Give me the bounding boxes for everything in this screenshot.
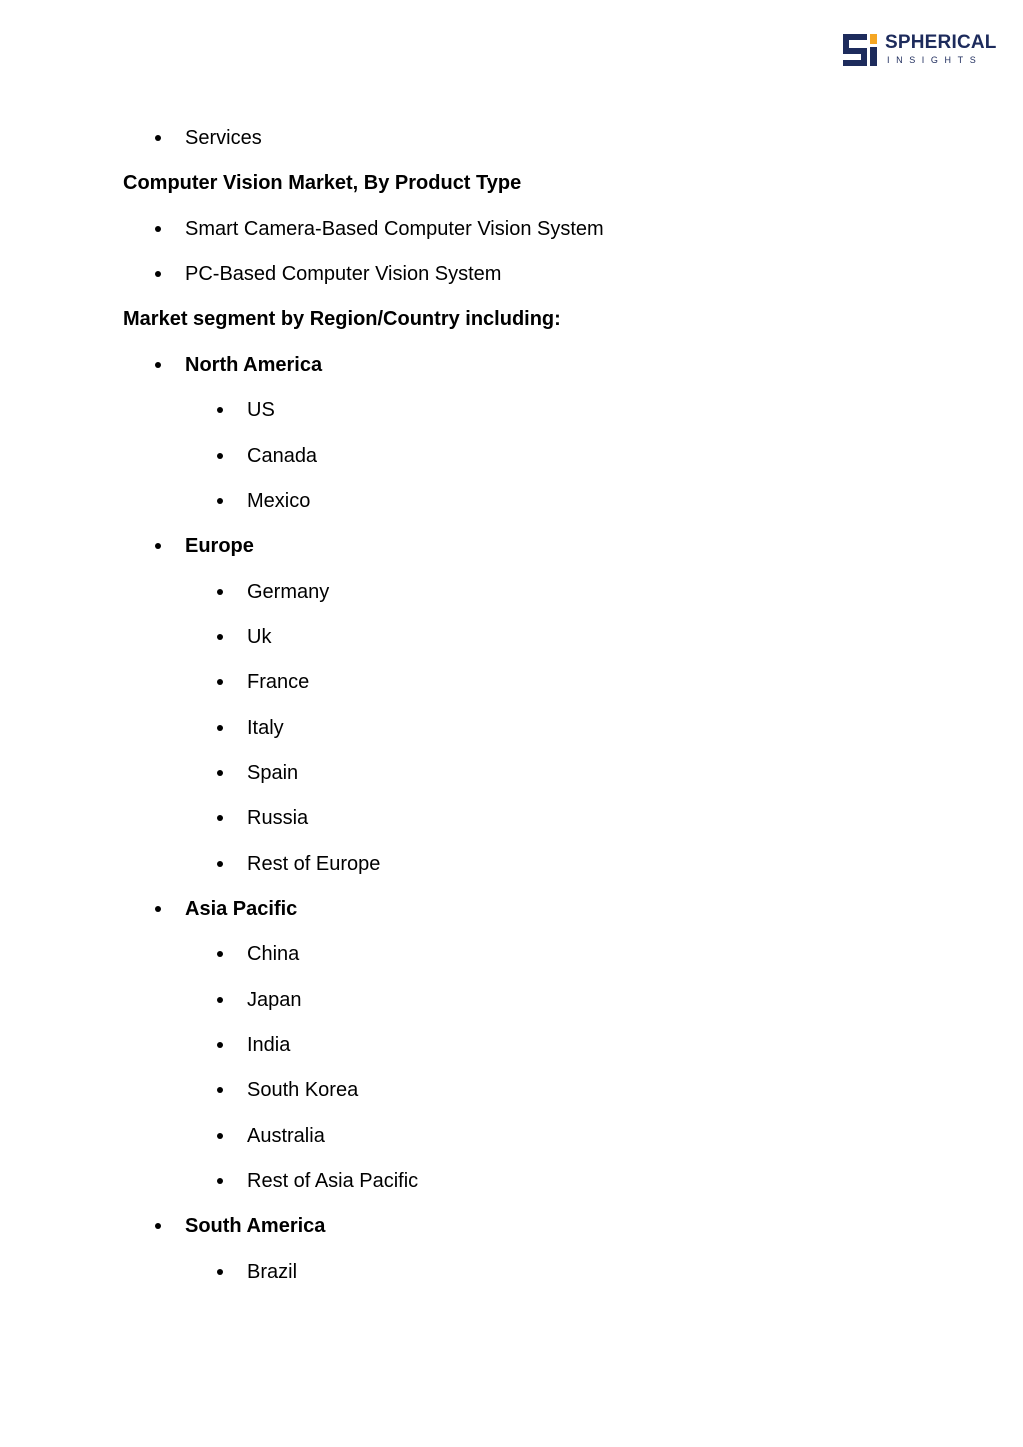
region-item: Europe [185,535,254,557]
region-item: Asia Pacific [185,898,298,920]
country-item: Germany [247,581,330,603]
section-heading: Market segment by Region/Country including: [123,308,561,330]
region-item: South America [185,1215,326,1237]
bullet-icon [217,725,223,731]
bullet-icon [217,997,223,1003]
bullet-icon [155,135,161,141]
bullet-icon [217,1042,223,1048]
bullet-icon [217,861,223,867]
country-item: China [247,943,300,965]
logo-wordmark: SPHERICAL [885,32,997,53]
bullet-icon [217,589,223,595]
country-item: Brazil [247,1261,298,1283]
bullet-icon [217,1133,223,1139]
list-item: PC-Based Computer Vision System [185,263,502,285]
country-item: Canada [247,445,318,467]
country-item: Rest of Europe [247,853,381,875]
bullet-icon [155,362,161,368]
country-item: South Korea [247,1079,359,1101]
bullet-icon [217,634,223,640]
bullet-icon [217,407,223,413]
bullet-icon [217,453,223,459]
bullet-icon [217,770,223,776]
country-item: Mexico [247,490,311,512]
logo [843,30,997,70]
bullet-icon [155,1223,161,1229]
country-item: India [247,1034,291,1056]
country-item: Italy [247,717,284,739]
country-item: Australia [247,1125,325,1147]
country-item: Uk [247,626,272,648]
bullet-icon [217,815,223,821]
country-item: US [247,399,275,421]
bullet-icon [155,226,161,232]
bullet-icon [155,271,161,277]
bullet-icon [217,1087,223,1093]
logo-subtitle: INSIGHTS [887,55,983,65]
region-item: North America [185,354,323,376]
country-item: Japan [247,989,302,1011]
country-item: Rest of Asia Pacific [247,1170,419,1192]
country-item: Spain [247,762,299,784]
country-item: France [247,671,310,693]
bullet-icon [155,543,161,549]
list-item: Services [185,127,262,149]
bullet-icon [155,906,161,912]
bullet-icon [217,498,223,504]
bullet-icon [217,1178,223,1184]
bullet-icon [217,679,223,685]
spherical-insights-logo-icon [843,34,877,66]
bullet-icon [217,951,223,957]
section-heading: Computer Vision Market, By Product Type [123,172,522,194]
bullet-icon [217,1269,223,1275]
list-item: Smart Camera-Based Computer Vision System [185,218,604,240]
country-item: Russia [247,807,309,829]
